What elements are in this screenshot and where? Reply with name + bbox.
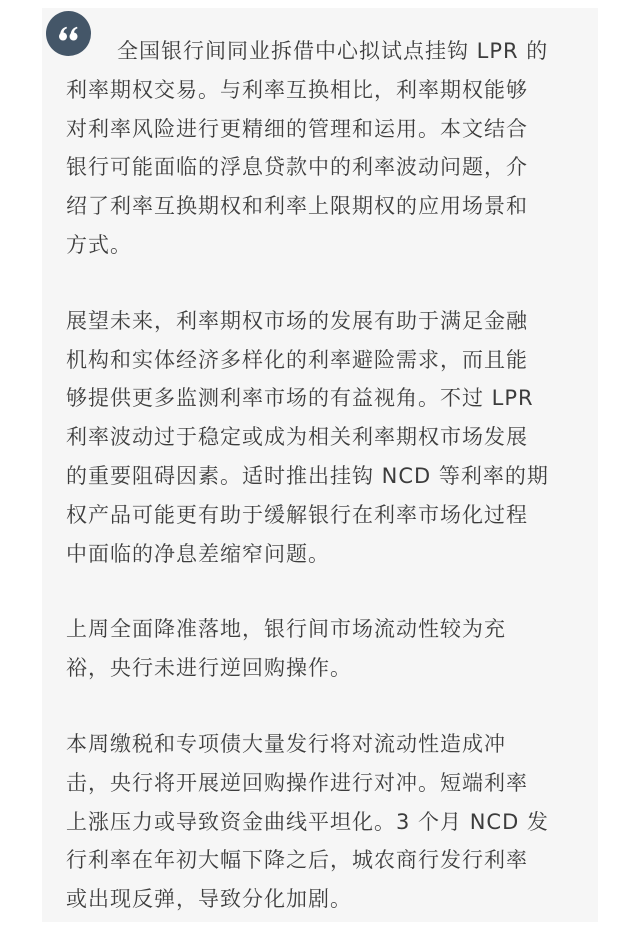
paragraph-line: 裕，央行未进行逆回购操作。 bbox=[66, 656, 352, 681]
paragraph-line: 展望未来，利率期权市场的发展有助于满足金融 bbox=[66, 308, 528, 333]
paragraph-line: 击，央行将开展逆回购操作进行对冲。短端利率 bbox=[66, 770, 528, 795]
paragraph-line: 上周全面降准落地，银行间市场流动性较为充 bbox=[66, 617, 506, 642]
quote-text bbox=[66, 32, 578, 919]
paragraph-line: 权产品可能更有助于缓解银行在利率市场化过程 bbox=[66, 502, 528, 527]
quote-paragraph-1 bbox=[66, 32, 578, 265]
paragraph-line: 上涨压力或导致资金曲线平坦化。3 个月 NCD 发 bbox=[66, 809, 549, 834]
quote-card bbox=[42, 8, 598, 922]
paragraph-line: 本周缴税和专项债大量发行将对流动性造成冲 bbox=[66, 731, 506, 756]
paragraph-line: 利率期权交易。与利率互换相比，利率期权能够 bbox=[66, 77, 528, 102]
paragraph-line: 中面临的净息差缩窄问题。 bbox=[66, 541, 330, 566]
quote-paragraph-4 bbox=[66, 725, 578, 919]
paragraph-line: 行利率在年初大幅下降之后，城农商行发行利率 bbox=[66, 848, 528, 873]
paragraph-line: 或出现反弹，导致分化加剧。 bbox=[66, 887, 352, 912]
paragraph-line: 方式。 bbox=[66, 232, 132, 257]
paragraph-line: 对利率风险进行更精细的管理和运用。本文结合 bbox=[66, 116, 528, 141]
paragraph-line: 够提供更多监测利率市场的有益视角。不过 LPR bbox=[66, 386, 534, 411]
paragraph-line: 银行可能面临的浮息贷款中的利率波动问题，介 bbox=[66, 155, 528, 180]
paragraph-line: 利率波动过于稳定或成为相关利率期权市场发展 bbox=[66, 425, 528, 450]
quote-paragraph-3 bbox=[66, 610, 578, 688]
paragraph-line: 绍了利率互换期权和利率上限期权的应用场景和 bbox=[66, 194, 528, 219]
quote-paragraph-2 bbox=[66, 302, 578, 574]
paragraph-line: 全国银行间同业拆借中心拟试点挂钩 LPR 的 bbox=[117, 39, 549, 63]
paragraph-line: 的重要阻碍因素。适时推出挂钩 NCD 等利率的期 bbox=[66, 463, 549, 488]
paragraph-line: 机构和实体经济多样化的利率避险需求，而且能 bbox=[66, 347, 528, 372]
